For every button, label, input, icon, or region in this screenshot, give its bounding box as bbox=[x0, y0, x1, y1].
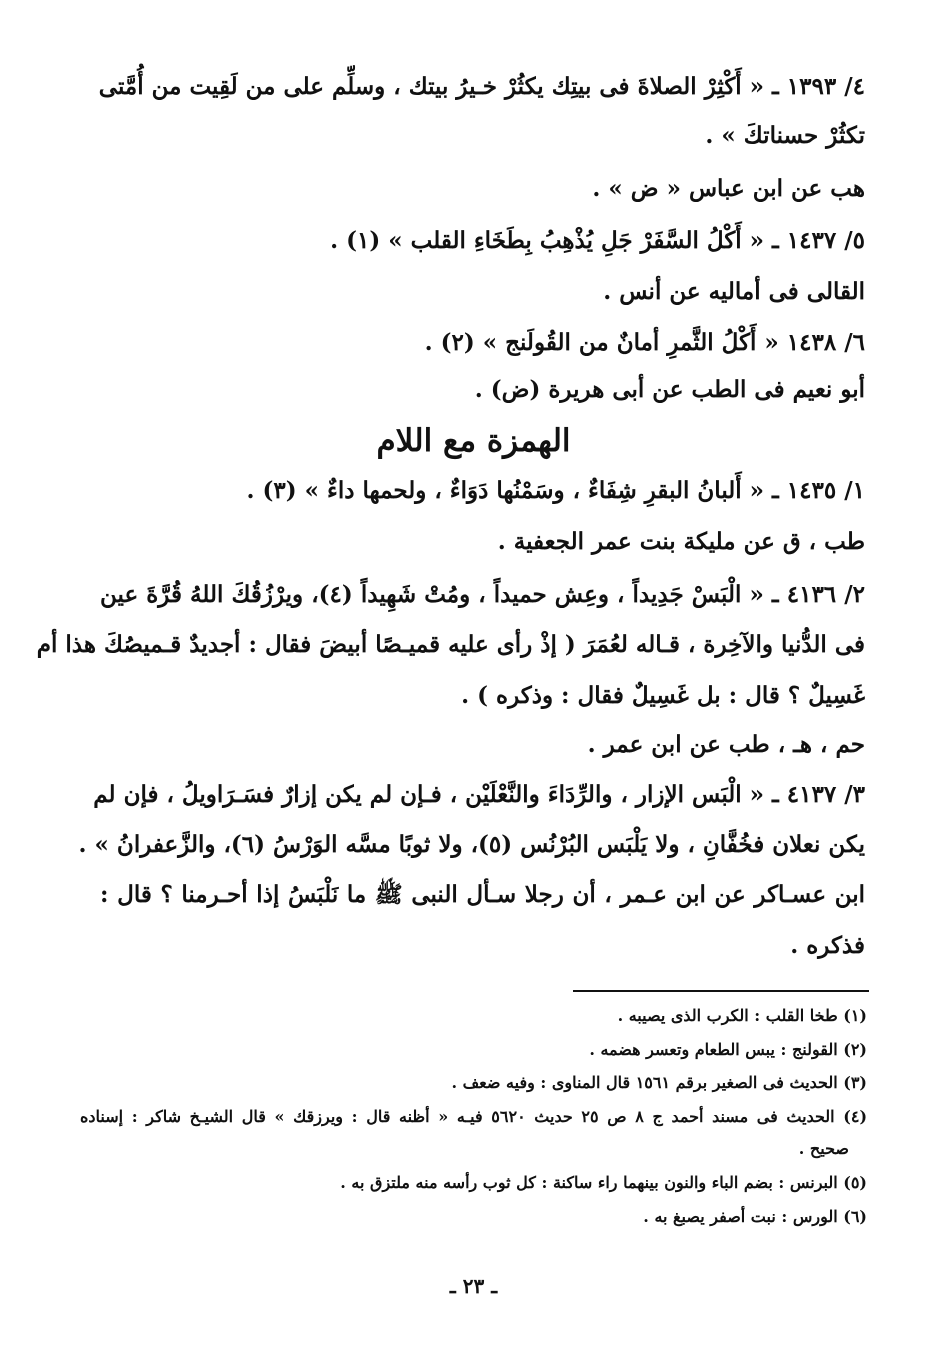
footnote: (١) طخا القلب : الكرب الذى يصيبه . bbox=[617, 1006, 867, 1025]
footnote: (٢) القولنج : يبس الطعام وتعسر هضمه . bbox=[589, 1040, 867, 1059]
hadith-line: ٢/ ٤١٣٦ ـ « الْبَسْ جَدِيداً ، وعِش حميداً ، ومُتْ شَهِيداً (٤)، ويرْزُقُكَ اللهُ قُرَّةَ عين bbox=[100, 581, 865, 608]
page-number: ـ ٢٣ ـ bbox=[449, 1274, 498, 1298]
hadith-source: هب عن ابن عباس « ض » . bbox=[592, 175, 865, 202]
footnote: (٣) الحديث فى الصغير برقم ١٥٦١ قال المناوى : وفيه ضعف . bbox=[451, 1073, 867, 1092]
hadith-line: ٣/ ٤١٣٧ ـ « الْبَس الإزار ، والرِّدَاءَ والنَّعْلَيْن ، فـإن لم يكن إزارٌ فسَـرَاويلُ ، فإن لم bbox=[93, 781, 865, 808]
hadith-source: فذكره . bbox=[790, 932, 865, 959]
hadith-source: ابن عسـاكر عن ابن عـمر ، أن رجلا سـأل النبى ﷺ ما نَلْبَسُ إذا أحـرمنا ؟ قال : bbox=[100, 881, 865, 908]
hadith-line: غَسِيلٌ ؟ قال : بل غَسِيلٌ فقال : وذكره ) . bbox=[461, 682, 865, 709]
section-heading: الهمزة مع اللام bbox=[376, 423, 571, 459]
hadith-line: ٥/ ١٤٣٧ ـ « أَكْلُ السَّفَرْ جَلِ يُذْهِبُ بِطَخَاءِ القلب » (١) . bbox=[330, 227, 865, 254]
hadith-source: القالى فى أماليه عن أنس . bbox=[603, 278, 865, 305]
hadith-line: فى الدُّنيا والآخِرة ، قـاله لعُمَرَ ( إذْ رأى عليه قميـصًا أبيضَ فقال : أجديدٌ قـميصُكَ هذا أم bbox=[36, 631, 865, 658]
footnote-separator bbox=[573, 990, 869, 992]
footnote: (٦) الورس : نبت أصفر يصبغ به . bbox=[643, 1207, 867, 1226]
hadith-line: يكن نعلان فخُفَّانِ ، ولا يَلْبَس البُرْنُس (٥)، ولا ثوبًا مسَّه الوَرْسُ (٦)، والزَّعفرانُ » . bbox=[78, 831, 865, 858]
hadith-source: حم ، هـ ، طب عن ابن عمر . bbox=[587, 731, 865, 758]
hadith-line: ٦/ ١٤٣٨ « أَكْلُ الثَّمرِ أمانٌ من القُولَنج » (٢) . bbox=[424, 329, 865, 356]
hadith-source: طب ، ق عن مليكة بنت عمر الجعفية . bbox=[497, 528, 865, 555]
hadith-line: ٤/ ١٣٩٣ ـ « أَكْثِرْ الصلاةَ فى بيتِك يكثُرْ خـيرُ بيتك ، وسلِّم على من لَقِيت من أُمَّتى bbox=[98, 73, 865, 100]
footnote: (٥) البرنس : بضم الباء والنون بينهما راء ساكنة : كل ثوب رأسه منه ملتزق به . bbox=[340, 1173, 867, 1192]
footnote-continuation: صحيح . bbox=[798, 1139, 849, 1158]
footnote: (٤) الحديث فى مسند أحمد ج ٨ ص ٢٥ حديث ٥٦٢٠ فيـه « أظنه قال : ويرزقك » قال الشيـخ شاكر : إسناده bbox=[80, 1107, 868, 1126]
hadith-line: ١/ ١٤٣٥ ـ « أَلبانُ البقرِ شِفَاءٌ ، وسَمْنُها دَوَاءٌ ، ولحمها داءٌ » (٣) . bbox=[246, 477, 865, 504]
hadith-source: أبو نعيم فى الطب عن أبى هريرة (ض) . bbox=[474, 376, 865, 403]
hadith-line: تكثُرْ حسناتكَ » . bbox=[705, 122, 865, 149]
